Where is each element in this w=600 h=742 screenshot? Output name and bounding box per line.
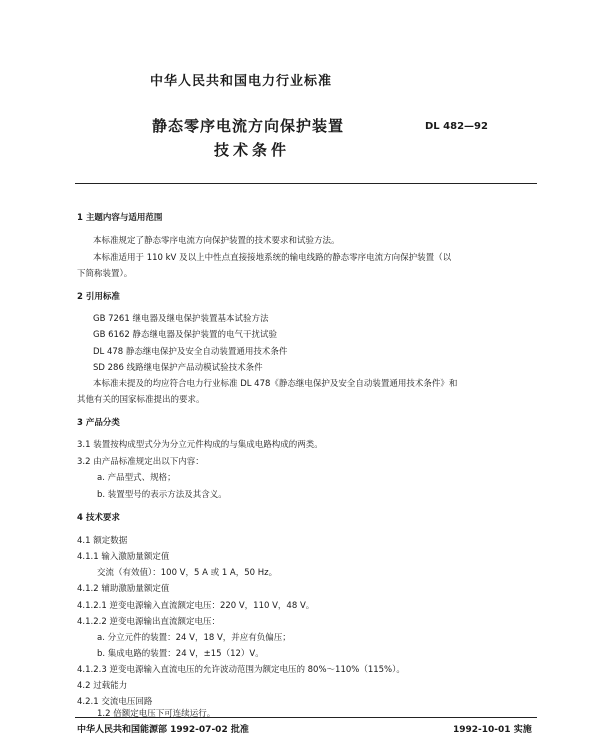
standard-category: 中华人民共和国电力行业标准: [150, 74, 333, 89]
reference-item: GB 6162 静态继电器及保护装置的电气干扰试验: [93, 330, 277, 340]
clause-line: 3.2 由产品标准规定出以下内容：: [77, 457, 204, 467]
section-2-heading: 2 引用标准: [77, 292, 120, 302]
reference-item: DL 478 静态继电保护及安全自动装置通用技术条件: [93, 347, 288, 357]
list-item: a. 产品型式、规格；: [97, 473, 176, 483]
paragraph-line: 其他有关的国家标准提出的要求。: [77, 395, 205, 405]
reference-item: SD 286 线路继电保护产品动模试验技术条件: [93, 363, 263, 373]
clause-line: 4.1.2.2 逆变电源输出直流额定电压：: [77, 617, 220, 627]
section-3-heading: 3 产品分类: [77, 418, 120, 428]
list-item: a. 分立元件的装置：24 V，18 V，并应有负偏压；: [97, 633, 291, 643]
list-item: b. 集成电路的装置：24 V，±15（12）V。: [97, 649, 264, 659]
reference-item: GB 7261 继电器及继电保护装置基本试验方法: [93, 314, 269, 324]
clause-line: 4.1 额定数据: [77, 536, 128, 546]
effective-date: 1992-10-01 实施: [453, 725, 532, 735]
paragraph-line: 下简称装置）。: [77, 269, 133, 279]
standard-code: DL 482—92: [425, 121, 488, 132]
section-4-heading: 4 技术要求: [77, 513, 120, 523]
clause-line: 4.1.2.1 逆变电源输入直流额定电压：220 V，110 V，48 V。: [77, 601, 315, 611]
clause-line: 3.1 装置按构成型式分为分立元件构成的与集成电路构成的两类。: [77, 440, 323, 450]
section-1-heading: 1 主题内容与适用范围: [77, 213, 163, 223]
clause-line: 4.2.1 交流电压回路: [77, 697, 153, 707]
paragraph-line: 本标准规定了静态零序电流方向保护装置的技术要求和试验方法。: [93, 236, 340, 246]
paragraph-line: 本标准适用于 110 kV 及以上中性点直接接地系统的输电线路的静态零序电流方向保护装置（以: [93, 253, 452, 263]
header-divider: [75, 183, 537, 184]
clause-line: 4.2 过载能力: [77, 681, 128, 691]
clause-line: 4.1.2 辅助激励量额定值: [77, 584, 170, 594]
document-title-line1: 静态零序电流方向保护装置: [152, 117, 345, 135]
paragraph-line: 交流（有效值）：100 V，5 A 或 1 A，50 Hz。: [97, 568, 278, 578]
clause-line: 4.1.2.3 逆变电源输入直流电压的允许波动范围为额定电压的 80%～110%（115%）。: [77, 665, 405, 675]
clause-line: 4.1.1 输入激励量额定值: [77, 552, 170, 562]
list-item: b. 装置型号的表示方法及其含义。: [97, 490, 227, 500]
issuer-note: 中华人民共和国能源部 1992-07-02 批准: [77, 725, 249, 735]
paragraph-line: 1.2 倍额定电压下可连续运行。: [97, 709, 216, 719]
document-title-line2: 技术条件: [214, 141, 291, 159]
footer-divider: [75, 717, 537, 718]
paragraph-line: 本标准未提及的均应符合电力行业标准 DL 478《静态继电保护及安全自动装置通用技术条件》和: [93, 379, 458, 389]
